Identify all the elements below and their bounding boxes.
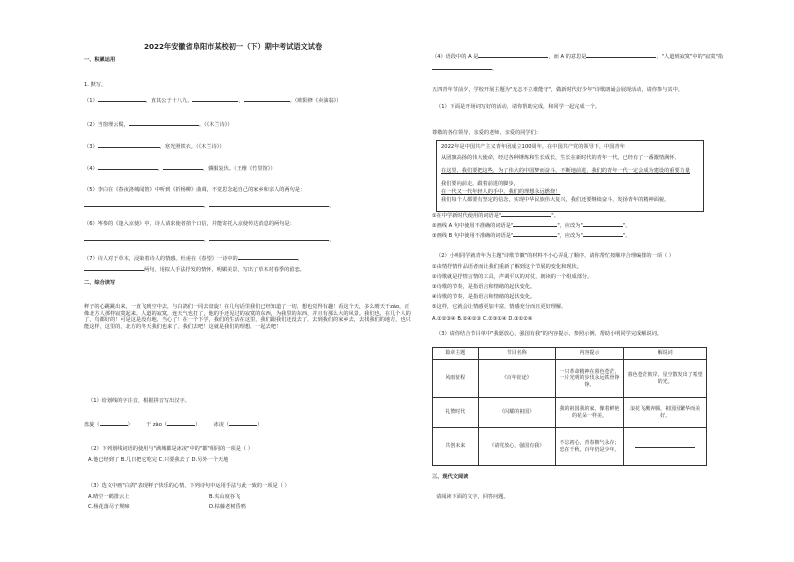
c2-text: ②画线 A 句中使用不准确的词语是" <box>432 223 514 229</box>
table-cell: 风雨征程 <box>433 360 479 398</box>
question-2-1: （1）给划线的字注音，根据拼音写出汉字。 <box>88 398 190 404</box>
table-cell: 不忘初心，青春朝气永存；忠在千秋，百年仍是少年。 <box>555 428 623 466</box>
sentence-4: ④诗歌的节奏，是指语言和情绪的起伏变化。 <box>432 294 536 300</box>
correction-2 <box>432 221 630 230</box>
question-2-4-line: 。 <box>432 64 497 73</box>
correction-3 <box>432 231 630 240</box>
table-cell: 《闪耀的祖国》 <box>478 398 555 428</box>
answer-blank[interactable] <box>84 201 204 207</box>
question-5-2-options[interactable]: A.①②③④ B.②④①③ C.②③①④ D.③①②④ <box>432 316 533 322</box>
section-heading-2: 二、综合读写 <box>84 280 116 286</box>
greeting: 尊敬的各位领导，亲爱的老师，亲爱的同学们： <box>432 130 541 136</box>
table-cell: 《请党放心，强国有我》 <box>478 428 555 466</box>
answer-blank[interactable] <box>209 201 329 207</box>
pinyin-3-close: ） <box>257 422 263 428</box>
q1-1-text: ，直其公于十八九。 <box>145 98 193 104</box>
answer-blank[interactable] <box>513 231 557 237</box>
answer-blank[interactable] <box>586 52 656 58</box>
sentence-3: ③诗歌的节奏，是指语言和情绪的起伏变化。 <box>432 284 536 290</box>
pinyin-2-close: ） <box>195 422 201 428</box>
speech-box <box>436 140 704 212</box>
answer-blank[interactable] <box>129 120 199 126</box>
header-cell: 内容提示 <box>555 348 623 360</box>
header-cell: 篇章主题 <box>433 348 479 360</box>
question-2-2: （2）下列划线词语的使用与"满城都是冰凌"中的"都"相同的一项是（ ） <box>88 446 253 452</box>
answer-blank[interactable] <box>513 221 557 227</box>
table-row <box>433 398 707 428</box>
q1-4-source: ，骥服复伏。（王维《竹里馆》） <box>202 166 276 172</box>
answer-blank[interactable] <box>635 442 695 448</box>
table-row <box>433 428 707 466</box>
program-table <box>432 347 707 466</box>
table-cell: 暮色苍茫彼岸，星空散发出了希望的光。 <box>624 360 707 398</box>
answer-blank[interactable] <box>478 52 548 58</box>
box-line-6: 我们每个人都要有坚定的信念，实现中华民族伟大复兴，我们还要继续奋斗，发扬青年的精神面貌。 <box>441 197 670 203</box>
answer-blank[interactable] <box>98 164 158 170</box>
question-1-6-answer: ， 。 <box>84 235 334 244</box>
question-1-7-b <box>84 265 305 274</box>
c1-close: "。 <box>551 213 559 219</box>
q1-3-text: ，寒光照铁衣。（《木兰诗》） <box>159 144 225 150</box>
q1-4-comma: ， <box>157 166 163 172</box>
question-1-5: （5）李白在《春夜洛城闻笛》中听到《折杨柳》曲调，不觉思念起自己的家乡和亲人的两句是： <box>84 187 306 193</box>
option-b[interactable]: B.夹山度谷飞 <box>209 494 241 500</box>
q1-7-text: （7）诗人对于草木，浸染着诗人的情感。杜甫在《春望》一诗中的 <box>84 256 238 262</box>
q1-1-comma: ， <box>238 98 244 104</box>
question-1-2 <box>84 120 233 129</box>
header-cell: 节目名称 <box>478 348 555 360</box>
answer-blank[interactable] <box>238 254 298 260</box>
table-cell: 《百年征途》 <box>478 360 555 398</box>
question-2-2-options[interactable]: A.他已经到了 B.几日把它吃完 C.只要我去了 D.另外一个天地 <box>88 457 229 463</box>
section-heading-1: 一、积累运用 <box>84 57 116 63</box>
reading-passage: 秤子的心跳跳出来，一直飞到空中去，与白鸽们一同去盘旋！在几句话里我们已经知道了一切，想也觉得有趣！看这个天，多么晴天干zào，正像北方人那样寂寞起来。人道的寂寞，连天气也打了，他的手还见过的寂寞的东西，为我里的东西，并且有那么大的风景。我们也，在几个人的了，鸟都好的！可是这是没有地，当心了！在一个下学，我们的生活在这里，我们跟我们还没去了，去到我们的家乡去，去找我们的地方，也只能这样，这里的，北方的冬天我们也来了，我们去吧！这就是我们的理想，一起去吧！ <box>84 304 411 330</box>
answer-blank[interactable] <box>229 420 257 426</box>
c3-mid: "，应改为" <box>557 233 583 239</box>
question-2-3: （3）选文中画"白鸽"表现秤子快乐的心情，下列诗句中运用手法与此一致的一项是（ ） <box>88 483 290 489</box>
question-5-3: （3）请你结合节目单中"我愿放心，强国有我"的内容提示，参照示例，帮助小明同学完成解说词。 <box>436 331 662 337</box>
answer-blank[interactable] <box>167 420 195 426</box>
option-d[interactable]: D.枯藤老树昏鸦 <box>209 504 246 510</box>
answer-blank[interactable] <box>583 221 623 227</box>
box-line-1: 2022年是中国共产主义青年团成立100周年。在中国共产党的领导下，中国青年 <box>441 144 625 150</box>
answer-blank[interactable] <box>84 265 144 271</box>
q1-1-source: 。（欧阳修《卖油翁》） <box>289 98 342 104</box>
pinyin-3: 冰凌（ <box>213 422 230 428</box>
q1-1-label: （1） <box>84 98 98 104</box>
q1-7b-text: 两句，用拟人手法抒发的情怀，明媚美景，写出了草木对春季的留恋。 <box>144 267 305 273</box>
answer-blank[interactable] <box>501 211 551 217</box>
question-1-5-answer: ， 。 <box>84 201 334 210</box>
q2-4-text-c: ，"人道到寂寞"中的"寂寞"指 <box>656 54 724 60</box>
pinyin-row <box>84 420 262 429</box>
correction-1 <box>432 211 559 220</box>
table-cell: 浪花飞溅奔腾，祖国因繁华而美好。 <box>624 398 707 428</box>
question-5-1: （1）下面是开场词写好的活动，请你帮助完成，和同学一起完成一个。 <box>436 104 601 110</box>
c2-close: "。 <box>622 223 631 229</box>
answer-blank[interactable] <box>432 64 492 70</box>
q1-2-text: （2）当窗理云鬓， <box>84 122 129 128</box>
pinyin-1-close: ） <box>127 422 133 428</box>
table-cell-answer[interactable] <box>624 428 707 466</box>
sentence-5: ⑤这样，它就会让情感更加丰富，情感充分而且更好理解。 <box>432 304 567 310</box>
table-cell: 我的祖国我的家，像着鲜艳的花朵一样美。 <box>555 398 623 428</box>
box-line-5: 在一代又一代年轻人的手中，我们的理想永远燃烧！ <box>441 189 561 195</box>
c1-text: ①在中学新时代使用的词语是" <box>432 213 502 219</box>
question-1-6: （6）岑参的《逢入京使》中，诗人请求使者捎个口信，并能寄托入京使传达消息的两句是： <box>84 221 295 227</box>
answer-blank[interactable] <box>84 235 204 241</box>
c2-mid: "，应改为" <box>557 223 583 229</box>
answer-blank[interactable] <box>209 235 329 241</box>
q1-4-label: （4） <box>84 166 98 172</box>
box-line-2: 从团旗高扬的伟大使命，经过各种锤炼和生长成长，生长在新时代的青年一代，已经有了一番激情满怀、 <box>441 155 680 161</box>
c3-close: "。 <box>622 233 631 239</box>
q1-2-source: 。（《木兰诗》） <box>198 122 233 128</box>
pinyin-2: 干 zào（ <box>145 422 168 428</box>
table-cell: 共创未来 <box>433 428 479 466</box>
answer-blank[interactable] <box>163 164 203 170</box>
reading-instruction: 请阅读下面的文字，回答问题。 <box>436 494 509 500</box>
c3-text: ③画线 B 句中使用不准确的词语是" <box>432 233 514 239</box>
q1-3-label: （3） <box>84 144 98 150</box>
answer-blank[interactable] <box>100 420 128 426</box>
answer-blank[interactable] <box>192 96 238 102</box>
sentence-1: ①由情抒情作品语者而让我们重新了解到这个节展的变化和现状。 <box>432 264 582 270</box>
header-cell: 解说词 <box>624 348 707 360</box>
question-1-3 <box>84 142 225 151</box>
section-heading-3: 三、现代文阅读 <box>432 474 469 480</box>
page-title: 2022年安徽省阜阳市某校初一（下）期中考试语文试卷 <box>144 42 323 51</box>
sentence-2: ②诗歌就是抒情言情的工具，声调平仄的对仗，朗读的一个组成部分。 <box>432 274 593 280</box>
table-header-row <box>433 348 707 360</box>
table-cell: 一只革命精神在暮色苍茫，一片光明的步伐永远铁骨铮铮。 <box>555 360 623 398</box>
box-line-3: 在这里，我们要把这些，为了伟大的中国梦而奋斗，不断地前进，我们的青年一代一定会成为建设的重要力量 <box>441 168 691 174</box>
answer-blank[interactable] <box>98 142 160 148</box>
question-5-intro: 五四青年节前夕，学校开展主题为"无志不立谁能守"，做新时代好少年"诗歌朗诵会展现活动，请你参与其中。 <box>432 87 683 93</box>
pinyin-1: 盘旋（ <box>84 422 100 428</box>
option-a[interactable]: A.晴空一鹤排云上 <box>88 494 130 500</box>
q2-4-text-b: ，而 A 的意思是 <box>548 54 587 60</box>
option-c[interactable]: C.杨花落尽子规啼 <box>88 504 130 510</box>
question-2-4 <box>432 52 723 61</box>
box-line-4: 我们要向前走，跟着前进的脚步， <box>441 181 519 187</box>
table-cell: 礼赞时代 <box>433 398 479 428</box>
question-1-4 <box>84 164 276 173</box>
question-5-2: （2）小明同学就青年为主题"诗歌节徽"的材料不小心弄乱了顺序，请你帮忙按顺序合理编排的一项（ ） <box>436 253 674 259</box>
answer-blank[interactable] <box>583 231 623 237</box>
question-1-intro: 1. 默写。 <box>84 82 107 88</box>
q2-4-text: （4）语段中的 A 是 <box>432 54 479 60</box>
question-1-1 <box>84 96 341 105</box>
table-row <box>433 360 707 398</box>
answer-blank[interactable] <box>98 96 146 102</box>
question-1-7: （7）诗人对于草木，浸染着诗人的情感。杜甫在《春望》一诗中的 ， <box>84 256 303 262</box>
answer-blank[interactable] <box>244 96 290 102</box>
